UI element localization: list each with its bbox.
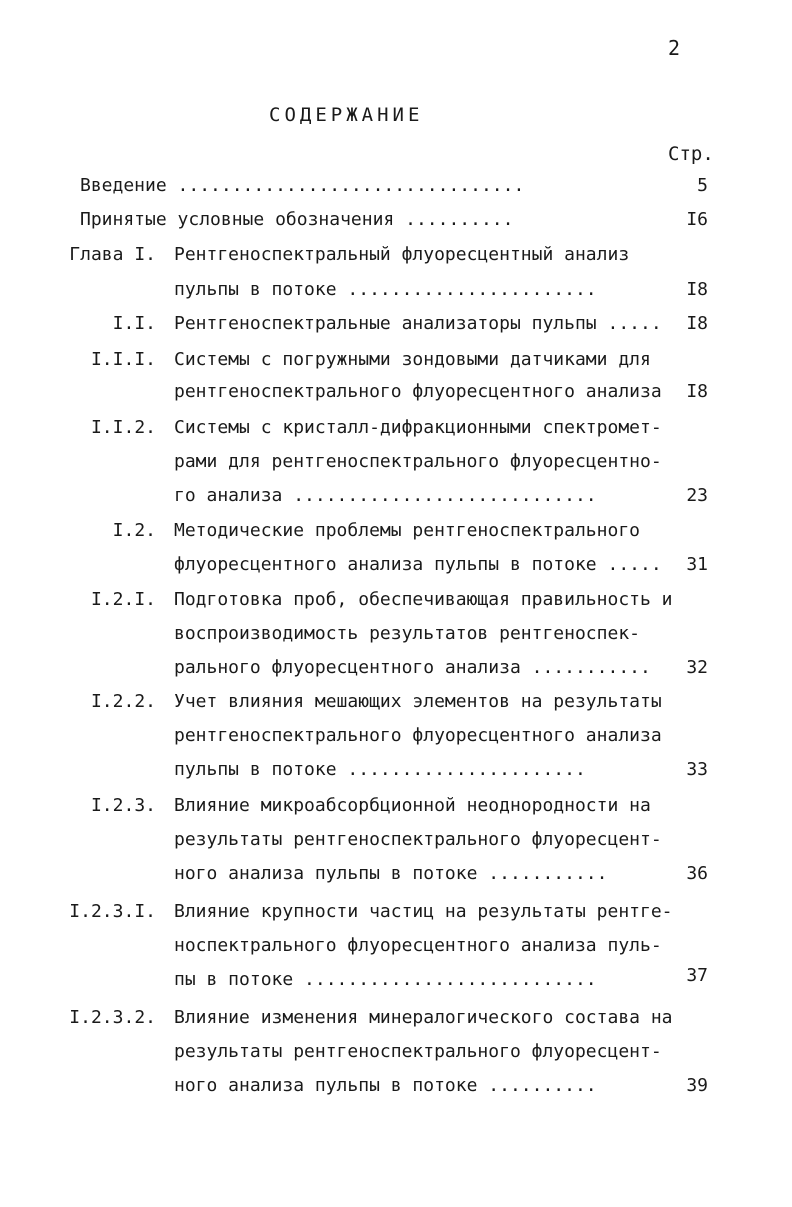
- toc-entry-title[interactable]: носпектрального флуоресцентного анализа пуль-: [174, 935, 662, 956]
- toc-entry-title[interactable]: результаты рентгеноспектрального флуоресцент-: [174, 1041, 662, 1062]
- toc-entry-title[interactable]: Влияние крупности частиц на результаты рентге-: [174, 901, 673, 922]
- toc-entry-title[interactable]: пульпы в потоке .......................: [174, 279, 597, 300]
- toc-entry-title[interactable]: флуоресцентного анализа пульпы в потоке .....: [174, 554, 662, 575]
- toc-entry-title[interactable]: пульпы в потоке ......................: [174, 759, 586, 780]
- toc-entry-title[interactable]: Рентгеноспектральные анализаторы пульпы .....: [174, 313, 662, 334]
- toc-entry-page: 39: [686, 1075, 708, 1096]
- toc-entry-page: I8: [686, 279, 708, 300]
- toc-entry-title[interactable]: пы в потоке ...........................: [174, 969, 597, 990]
- toc-entry-title[interactable]: рентгеноспектрального флуоресцентного анализа: [174, 725, 662, 746]
- page-number: 2: [668, 36, 681, 60]
- toc-entry-title[interactable]: Влияние изменения минералогического состава на: [174, 1007, 673, 1028]
- toc-entry-number: I.2.: [112, 520, 156, 541]
- page-column-label: Стр.: [668, 143, 714, 165]
- toc-entry-title[interactable]: воспроизводимость результатов рентгеноспек-: [174, 623, 640, 644]
- toc-entry-title[interactable]: Системы с кристалл-дифракционными спектромет-: [174, 417, 662, 438]
- toc-entry-number: Глава I.: [69, 244, 156, 265]
- toc-entry-title[interactable]: Введение ................................: [80, 175, 525, 196]
- toc-entry-page: 5: [697, 175, 708, 196]
- toc-entry-title[interactable]: результаты рентгеноспектрального флуоресцент-: [174, 829, 662, 850]
- page-title: СОДЕРЖАНИЕ: [269, 104, 424, 126]
- toc-entry-title[interactable]: рами для рентгеноспектрального флуоресцентно-: [174, 451, 662, 472]
- toc-entry-title[interactable]: Рентгеноспектральный флуоресцентный анализ: [174, 244, 630, 265]
- toc-entry-title[interactable]: Системы с погружными зондовыми датчиками для: [174, 349, 651, 370]
- toc-entry-page: 32: [686, 657, 708, 678]
- toc-entry-page: I6: [686, 209, 708, 230]
- toc-entry-title[interactable]: рального флуоресцентного анализа ...........: [174, 657, 651, 678]
- toc-entry-number: I.2.3.I.: [69, 901, 156, 922]
- toc-entry-title[interactable]: Принятые условные обозначения ..........: [80, 209, 514, 230]
- toc-entry-title[interactable]: Учет влияния мешающих элементов на результаты: [174, 691, 662, 712]
- toc-entry-page: I8: [686, 381, 708, 402]
- toc-entry-title[interactable]: Подготовка проб, обеспечивающая правильность и: [174, 589, 673, 610]
- toc-entry-title[interactable]: ного анализа пульпы в потоке ...........: [174, 863, 608, 884]
- toc-entry-page: 33: [686, 759, 708, 780]
- toc-entry-title[interactable]: Методические проблемы рентгеноспектрального: [174, 520, 640, 541]
- toc-entry-number: I.I.: [112, 313, 156, 334]
- toc-entry-number: I.2.I.: [90, 589, 156, 610]
- toc-entry-title[interactable]: Влияние микроабсорбционной неоднородности на: [174, 795, 651, 816]
- toc-entry-number: I.2.2.: [90, 691, 156, 712]
- toc-entry-title[interactable]: рентгеноспектрального флуоресцентного анализа: [174, 381, 662, 402]
- toc-entry-title[interactable]: го анализа ............................: [174, 485, 597, 506]
- toc-entry-page: I8: [686, 313, 708, 334]
- toc-entry-number: I.2.3.: [90, 795, 156, 816]
- toc-entry-title[interactable]: ного анализа пульпы в потоке ..........: [174, 1075, 597, 1096]
- toc-entry-page: 37: [686, 965, 708, 986]
- toc-entry-page: 36: [686, 863, 708, 884]
- toc-entry-page: 23: [686, 485, 708, 506]
- toc-entry-number: I.2.3.2.: [69, 1007, 156, 1028]
- toc-entry-number: I.I.2.: [90, 417, 156, 438]
- toc-entry-number: I.I.I.: [90, 349, 156, 370]
- toc-entry-page: 31: [686, 554, 708, 575]
